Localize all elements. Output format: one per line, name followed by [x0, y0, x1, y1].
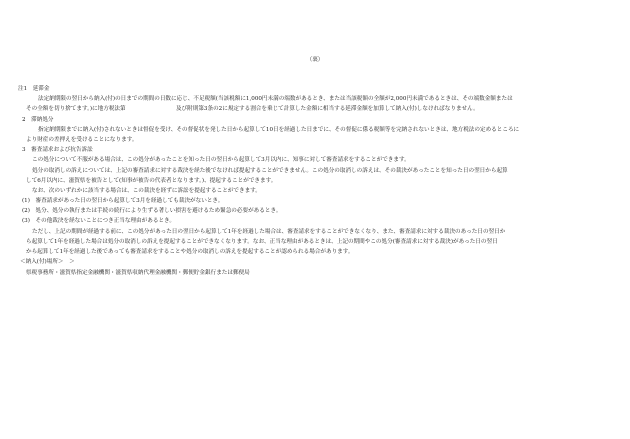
note-heading-late-fee: 注1 延滞金	[18, 86, 50, 92]
note-paragraph-continued: して6月以内に、滋賀県を被告として(知事が被告の代表者となります。)、提起することができます。	[26, 177, 277, 184]
note-paragraph: なお、次のいずれかに該当する場合は、この裁決を経ずに訴訟を提起することができます。	[32, 187, 261, 194]
list-item: (2) 処分、処分の執行または手続の続行により生ずる著しい損害を避けるため緊急の必要があるとき。	[22, 208, 282, 215]
note-heading-delinquency: 2 滞納処分	[22, 116, 54, 123]
note-paragraph-continued: ら起算して1年を経過した場合は処分の取消しの訴えを提起することができなくなります。なお、正当な理由があるときは、上記の期間やこの処分(審査請求に対する裁決)があった日の翌日	[26, 238, 498, 245]
payment-place-list: 県税事務所・滋賀県指定金融機関・滋賀県収納代理金融機関・郵便貯金銀行または郵便局	[26, 270, 250, 277]
note-paragraph: 処分の取消しの訴えについては、上記の審査請求に対する裁決を経た後でなければ提起することができません。この処分の取消しの訴えは、その裁決があったことを知った日の翌日から起算	[32, 167, 508, 174]
note-paragraph-continued: その全額を切り捨てます。)に地方税法第 及び附則第3条の2に規定する割合を乗じて計算した金額に相当する延滞金額を加算して納入(付)しなければなりません。	[26, 106, 479, 113]
notes-section	[18, 84, 616, 279]
payment-place-heading: ＜納入(付)場所＞ ＞	[20, 259, 75, 266]
note-paragraph: ただし、上記の期間が経過する前に、この処分があった日の翌日から起算して1年を経過した場合は、審査請求をすることができなくなり、また、審査請求に対する裁決のあった日の翌日か	[32, 228, 506, 235]
back-side-label: （裏）	[306, 57, 324, 63]
list-item: (3) その他裁決を経ないことにつき正当な理由があるとき。	[22, 218, 176, 225]
list-item: (1) 審査請求があった日の翌日から起算して3月を経過しても裁決がないとき。	[22, 198, 224, 205]
note-paragraph: この処分について不服がある場合は、この処分があったことを知った日の翌日から起算して3月以内に、知事に対して審査請求をすることができます。	[32, 157, 410, 164]
note-heading-appeal: 3 審査請求および抗告訴訟	[22, 147, 93, 154]
note-paragraph-continued: より財産の差押えを受けることになります。	[26, 136, 138, 143]
note-paragraph: 指定納期限までに納入(付)されないときは督促を受け、その督促状を発した日から起算して10日を経過した日までに、その督促に係る税額等を完納されないときは、地方税法の定めるところに	[38, 126, 520, 133]
note-paragraph: 法定納期限の翌日から納入(付)の日までの期間の日数に応じ、不足税額(当該税額に1,000円未満の端数があるとき、または当該税額の全額が2,000円未満であるときは、その端数金額または	[38, 96, 513, 103]
note-paragraph-continued: から起算して1年を経過した後であっても審査請求をすることや処分の取消しの訴えを提起することが認められる場合があります。	[26, 249, 354, 255]
